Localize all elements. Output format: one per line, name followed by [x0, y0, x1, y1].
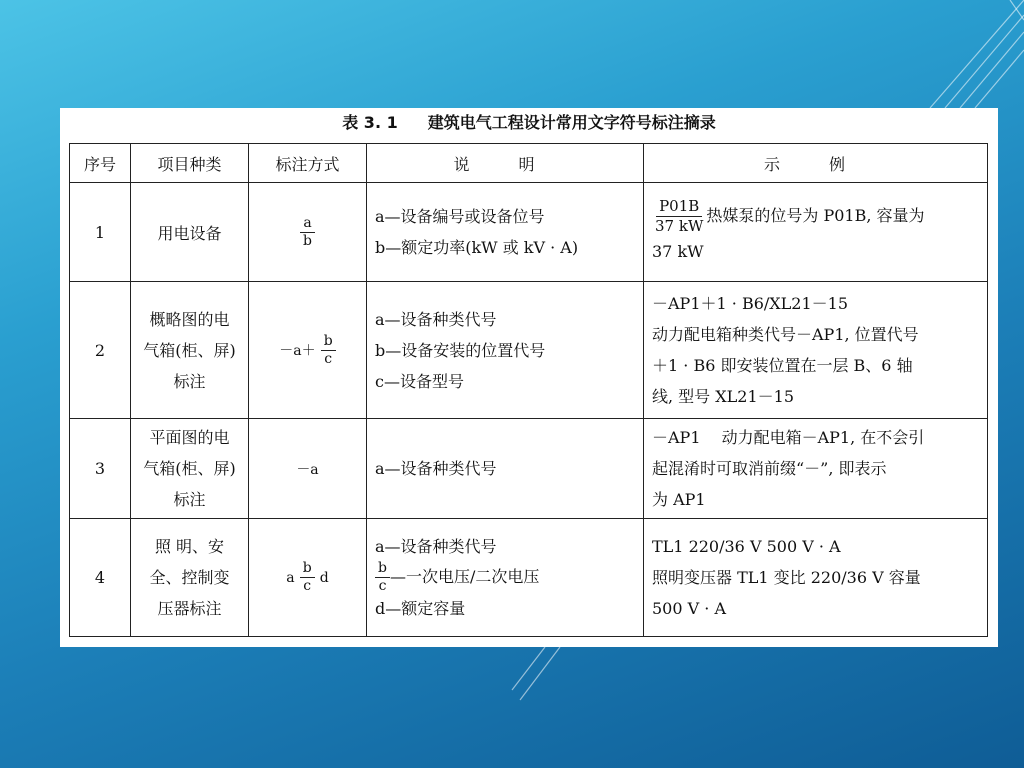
- table-caption-number: 表 3. 1: [342, 113, 398, 132]
- example-cell: [644, 282, 988, 419]
- notation-fraction: [300, 215, 315, 250]
- item-type: [131, 282, 249, 419]
- item-type-line: 照 明、安: [154, 537, 225, 556]
- description-line: c—设备型号: [375, 371, 464, 391]
- example-line: TL1 220/36 V 500 V · A: [652, 537, 841, 556]
- description-line: a—设备种类代号: [375, 459, 497, 478]
- item-type: [131, 419, 249, 519]
- description-line: b—设备安装的位置代号: [375, 340, 546, 360]
- description-fraction: [375, 560, 390, 595]
- table-caption: [60, 108, 998, 138]
- header-row: [70, 144, 988, 183]
- fraction-numerator: b: [321, 333, 336, 351]
- fraction-numerator: b: [375, 560, 390, 578]
- notation-fraction: [321, 333, 336, 368]
- example-line: 500 V · A: [652, 599, 726, 618]
- fraction-numerator: P01B: [656, 197, 702, 217]
- example-line: [652, 197, 979, 236]
- fraction-denominator: c: [303, 578, 312, 594]
- fraction-denominator: c: [324, 350, 333, 367]
- description-text: —一次电压/二次电压: [389, 567, 540, 586]
- item-type-line: 全、控制变: [149, 568, 230, 587]
- row-number: 3: [70, 419, 131, 519]
- row-number: 4: [70, 519, 131, 637]
- notation-cell: [249, 282, 367, 419]
- item-type-line: 标注: [173, 371, 206, 391]
- item-type-line: 概略图的电: [149, 309, 230, 329]
- fraction-numerator: a: [300, 215, 314, 233]
- header-cell-num: 序号: [70, 144, 131, 183]
- notation-cell: [249, 183, 367, 282]
- notation-suffix: d: [319, 570, 329, 586]
- example-line: 为 AP1: [652, 490, 706, 509]
- example-fraction: [652, 197, 706, 236]
- example-cell: [644, 519, 988, 637]
- example-line: 动力配电箱种类代号－AP1, 位置代号: [652, 325, 919, 344]
- header-cell-description: 说 明: [367, 144, 644, 183]
- item-type-line: 标注: [173, 490, 206, 509]
- fraction-numerator: b: [300, 560, 315, 578]
- description-line: a—设备种类代号: [375, 537, 497, 556]
- table-row: [70, 282, 988, 419]
- row-number: 2: [70, 282, 131, 419]
- table-panel: [60, 108, 998, 647]
- description-cell: [367, 183, 644, 282]
- item-type-line: 用电设备: [157, 223, 222, 243]
- description-line: b—额定功率(kW 或 kV · A): [375, 238, 579, 257]
- description-line: [375, 560, 635, 595]
- notation-fraction: [300, 560, 315, 595]
- table-row: [70, 419, 988, 519]
- item-type-line: 气箱(柜、屏): [143, 340, 236, 360]
- item-type: [131, 183, 249, 282]
- description-cell: [367, 419, 644, 519]
- table-row: [70, 519, 988, 637]
- fraction-denominator: 37 kW: [655, 217, 704, 235]
- description-line: a—设备编号或设备位号: [375, 207, 545, 226]
- example-line: 37 kW: [652, 242, 704, 261]
- notation-prefix: －a＋: [279, 342, 316, 359]
- description-line: d—额定容量: [375, 599, 466, 618]
- description-line: a—设备种类代号: [375, 309, 497, 329]
- example-text: 热媒泵的位号为 P01B, 容量为: [706, 206, 925, 225]
- example-line: －AP1＋1 · B6/XL21－15: [652, 294, 849, 313]
- header-cell-notation: 标注方式: [249, 144, 367, 183]
- example-line: 照明变压器 TL1 变比 220/36 V 容量: [652, 568, 921, 587]
- row-number: 1: [70, 183, 131, 282]
- fraction-denominator: c: [378, 578, 387, 594]
- header-cell-example: 示 例: [644, 144, 988, 183]
- item-type-line: 平面图的电: [149, 428, 230, 447]
- example-line: 线, 型号 XL21－15: [652, 387, 794, 406]
- header-cell-type: 项目种类: [131, 144, 249, 183]
- fraction-denominator: b: [303, 232, 312, 249]
- item-type: [131, 519, 249, 637]
- example-line: ＋1 · B6 即安装位置在一层 B、6 轴: [652, 356, 913, 375]
- table-row: [70, 183, 988, 282]
- example-cell: [644, 183, 988, 282]
- description-cell: [367, 519, 644, 637]
- notation-cell: [249, 419, 367, 519]
- notation-table: [69, 143, 988, 637]
- item-type-line: 压器标注: [157, 599, 222, 618]
- table-caption-text: 建筑电气工程设计常用文字符号标注摘录: [427, 113, 716, 132]
- item-type-line: 气箱(柜、屏): [143, 459, 236, 478]
- notation-prefix: a: [286, 570, 295, 586]
- example-line: 起混淆时可取消前缀“－”, 即表示: [652, 459, 887, 478]
- example-cell: [644, 419, 988, 519]
- notation-cell: [249, 519, 367, 637]
- description-cell: [367, 282, 644, 419]
- notation-text: －a: [296, 461, 319, 478]
- example-line: －AP1 动力配电箱－AP1, 在不会引: [652, 428, 925, 447]
